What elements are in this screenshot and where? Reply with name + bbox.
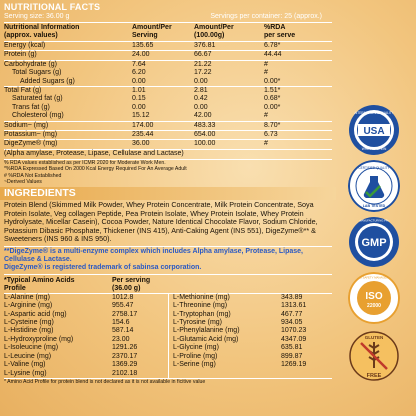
serving-value: 0.00 [132, 77, 146, 85]
nutrition-notes [4, 160, 332, 185]
rda-value: # [264, 60, 268, 68]
nutrient-name: Sodium~ (mg) [4, 121, 49, 129]
amino-value: 4347.09 [281, 335, 307, 343]
rda-value: 1.51* [264, 87, 281, 95]
rda-value: 8.70* [264, 121, 281, 129]
nutrient-name: Total Fat (g) [4, 87, 42, 95]
amino-value: 635.81 [281, 344, 303, 352]
enzymes-line: (Alpha amylase, Protease, Lipase, Cellulase and Lactase) [4, 149, 332, 158]
certification-badges [332, 0, 416, 416]
amino-left-column [4, 294, 168, 379]
nutrient-name: Total Sugars (g) [12, 69, 62, 77]
lab-sub-text: LAB TESTED [362, 204, 386, 208]
nutrient-name: Protein (g) [4, 51, 37, 59]
nutrition-row [4, 95, 332, 103]
nutrition-table-header [4, 23, 332, 42]
amino-value: 899.87 [281, 352, 303, 360]
amino-value: 1070.23 [281, 327, 307, 335]
iso-sub-text: 22000 [367, 303, 381, 309]
nutrition-row [4, 112, 332, 120]
amino-name: L-Glutamic Acid (mg) [173, 335, 239, 343]
amino-name: L-Alanine (mg) [4, 293, 50, 301]
amino-row [173, 327, 337, 335]
header-serving: Amount/Per Serving [132, 24, 172, 39]
gmp-label: GMP [361, 237, 387, 249]
trademark-note: DigeZyme® is registered trademark of sabinsa corporation. [4, 264, 202, 272]
ingredients-text: Protein Blend (Skimmed Milk Powder, Whey Protein Concentrate, Milk Protein Concentrate, Soya Protein Isolate, Veg collagen Peptide, Pea Protein Isolate, Whey Protein Isolate, Whey Protein Hydrolysate, Micellar Casein), Cocoa Powder, Nature Identical Chocolate Flavor, Sodium Chloride, Potassium Dibasic Phosphate, Thickener (INS 415), Anti-Caking Agent (INS 551), DigeZyme®** & Sweeteners (INS 960 & INS 950). [4, 200, 318, 244]
nutrition-row [4, 121, 332, 130]
serving-value: 235.44 [132, 131, 154, 139]
serving-value: 0.15 [132, 95, 146, 103]
nutrient-name: Added Sugars (g) [20, 77, 75, 85]
amino-name: L-Arginine (mg) [4, 302, 53, 310]
nutrition-row [4, 139, 332, 148]
nutrition-title: NUTRITIONAL FACTS [4, 2, 101, 12]
digezyme-note: **DigeZyme® is a multi-enzyme complex which includes Alpha amylase, Protease, Lipase, Cellulase & Lactase. [4, 248, 304, 264]
amino-value: 23.00 [112, 335, 130, 343]
amino-value: 1012.8 [112, 293, 134, 301]
serving-value: 24.00 [132, 51, 150, 59]
usa-ring-text: INTERNATIONAL QUALITY [354, 111, 394, 115]
amino-value: 1269.19 [281, 361, 307, 369]
nutrient-name: Energy (kcal) [4, 42, 46, 49]
lab-ring-text: CERTIFIED QUALITY [358, 166, 390, 170]
amino-name: L-Valine (mg) [4, 361, 46, 369]
serving-value: 174.00 [132, 121, 154, 129]
rda-value: 6.78* [264, 42, 281, 49]
amino-row [173, 361, 337, 369]
amino-row [4, 311, 168, 319]
amino-table [4, 294, 332, 379]
amino-value: 1291.26 [112, 344, 138, 352]
nutrient-name: Cholesterol (mg) [12, 112, 64, 120]
amino-name: L-Hydroxyproline (mg) [4, 335, 74, 343]
amino-name: L-Aspartic acid (mg) [4, 310, 67, 318]
per100-value: 17.22 [194, 69, 212, 77]
header-rda: %RDA per serve [264, 24, 296, 39]
per100-value: 66.67 [194, 51, 212, 59]
rda-value: 6.73 [264, 131, 278, 139]
note-4: ~Derived Values [4, 178, 42, 185]
amino-name: L-Lysine (mg) [4, 369, 47, 377]
amino-header [4, 277, 332, 293]
amino-row [173, 336, 337, 344]
nutrition-row [4, 86, 332, 95]
amino-row [4, 327, 168, 335]
amino-name: L-Glycine (mg) [173, 344, 219, 352]
amino-name: L-Serine (mg) [173, 361, 216, 369]
amino-value: 2370.17 [112, 352, 138, 360]
per100-value: 21.22 [194, 60, 212, 68]
per100-value: 0.00 [194, 103, 208, 111]
nutrition-row [4, 69, 332, 77]
serving-size: Serving size: 36.00 g [4, 13, 70, 20]
amino-row [4, 294, 168, 302]
amino-name: L-Isoleucine (mg) [4, 344, 59, 352]
amino-value: 2758.17 [112, 310, 138, 318]
amino-name: L-Threonine (mg) [173, 302, 228, 310]
nutrition-row [4, 42, 332, 50]
nutrient-name: Potassium~ (mg) [4, 131, 58, 139]
amino-value: 1369.29 [112, 361, 138, 369]
per100-value: 42.00 [194, 112, 212, 120]
amino-name: L-Histidine (mg) [4, 327, 54, 335]
amino-row [173, 302, 337, 310]
amino-name: L-Tyrosine (mg) [173, 319, 223, 327]
nutrition-label [4, 2, 332, 385]
amino-right-column [168, 294, 337, 379]
amino-value: 2102.18 [112, 369, 138, 377]
nutrient-name: Saturated fat (g) [12, 95, 63, 103]
amino-name: L-Leucine (mg) [4, 352, 52, 360]
rda-value: # [264, 112, 268, 120]
header-per100: Amount/Per (100.00g) [194, 24, 234, 39]
nutrition-row [4, 50, 332, 59]
serving-value: 0.00 [132, 103, 146, 111]
usa-sub-text: WHEY PROTEIN [361, 147, 387, 151]
nutrition-row [4, 60, 332, 69]
iso-label: ISO [365, 291, 383, 302]
per100-value: 2.81 [194, 87, 208, 95]
nutrition-row [4, 104, 332, 112]
usa-badge-icon [348, 104, 400, 156]
rda-value: # [264, 69, 268, 77]
amino-value: 343.89 [281, 293, 303, 301]
amino-name: L-Proline (mg) [173, 352, 218, 360]
amino-row [4, 319, 168, 327]
serving-value: 6.20 [132, 69, 146, 77]
amino-row [173, 311, 337, 319]
serving-info [4, 12, 332, 23]
nutrition-row [4, 130, 332, 139]
amino-header-name: *Typical Amino Acids Profile [4, 276, 75, 292]
note-2: *%RDA Expressed Based On 2000 Kcal Energy Required For An Average Adult [4, 166, 187, 173]
servings-per-container: Servings per container: 25 (approx.) [210, 13, 322, 20]
per100-value: 483.33 [194, 121, 216, 129]
amino-row [173, 319, 337, 327]
amino-row [173, 344, 337, 352]
amino-name: L-Cysteine (mg) [4, 319, 54, 327]
amino-value: 1313.61 [281, 302, 307, 310]
amino-header-value: Per serving (36.00 g) [112, 276, 151, 292]
amino-value: 955.47 [112, 302, 134, 310]
serving-value: 15.12 [132, 112, 150, 120]
per100-value: 0.00 [194, 77, 208, 85]
amino-row [173, 294, 337, 302]
amino-value: 154.6 [112, 319, 130, 327]
header-nutrient: Nutritional Information (approx. values) [4, 24, 80, 39]
amino-value: 467.77 [281, 310, 303, 318]
gluten-ring-text: GLUTEN [364, 335, 384, 340]
rda-value: 0.00* [264, 103, 281, 111]
amino-row [4, 302, 168, 310]
serving-value: 135.65 [132, 42, 154, 49]
gmp-ring-text: GOOD MANUFACTURING PRACTICE [349, 218, 399, 223]
per100-value: 0.42 [194, 95, 208, 103]
amino-value: 934.05 [281, 319, 303, 327]
nutrient-name: Carbohydrate (g) [4, 60, 57, 68]
serving-value: 1.01 [132, 87, 146, 95]
per100-value: 376.81 [194, 42, 216, 49]
gluten-free-badge-icon [348, 330, 400, 382]
gmp-badge-icon [348, 216, 400, 268]
iso-ring-text: FOOD SAFETY MANAGEMENT [353, 275, 395, 280]
ingredients-heading: INGREDIENTS [0, 187, 336, 200]
amino-name: L-Tryptophan (mg) [173, 310, 231, 318]
amino-row [4, 370, 168, 378]
amino-value: 587.14 [112, 327, 134, 335]
amino-row [4, 353, 168, 361]
amino-footnote: * Amino Acid Profile for protein blend is not declared as it is not available in ficitive value [4, 379, 206, 386]
amino-row [4, 336, 168, 344]
rda-value: 0.68* [264, 95, 281, 103]
usa-label: USA [363, 126, 385, 137]
per100-value: 100.00 [194, 140, 216, 148]
serving-value: 36.00 [132, 140, 150, 148]
rda-value: 0.00* [264, 77, 281, 85]
rda-value: # [264, 140, 268, 148]
amino-row [4, 344, 168, 352]
amino-name: L-Phenylalanine (mg) [173, 327, 240, 335]
per100-value: 654.00 [194, 131, 216, 139]
amino-row [4, 361, 168, 369]
rda-value: 44.44 [264, 51, 282, 59]
lab-tested-badge-icon [348, 160, 400, 212]
nutrition-table-body [4, 42, 332, 149]
amino-row [173, 353, 337, 361]
iso-badge-icon [348, 272, 400, 324]
note-1: % RDA values established as per ICMR 2020 for Moderate Work Men. [4, 160, 166, 167]
nutrition-row [4, 78, 332, 86]
serving-value: 7.64 [132, 60, 146, 68]
nutrient-name: Trans fat (g) [12, 103, 50, 111]
amino-name: L-Methionine (mg) [173, 293, 230, 301]
nutrient-name: DigeZyme® (mg) [4, 140, 58, 148]
note-3: # %RDA Not Established [4, 172, 62, 179]
gluten-label: FREE [366, 373, 382, 379]
